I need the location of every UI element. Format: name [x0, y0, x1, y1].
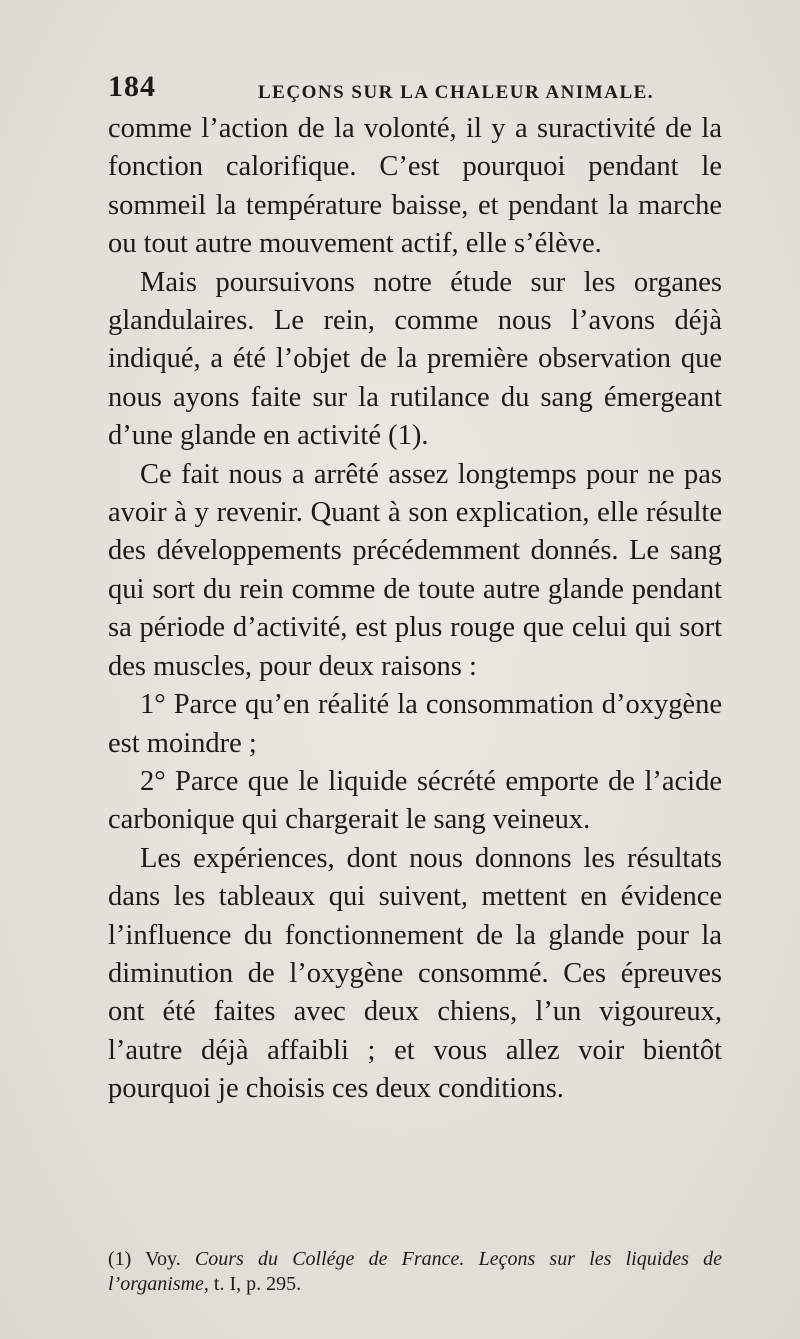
footnote-title: Cours du Collége de France. Leçons sur les liquides de l’organisme	[108, 1248, 722, 1295]
paragraph-6: Les expériences, dont nous donnons les résultats dans les tableaux qui suivent, mettent en évidence l’influence du fonctionnement de la glande pour la diminution de l’oxygène consommé. Ces épreuves ont été faites avec deux chiens, l’un vigoureux, l’autre déjà affaibli ; et vous allez voir bientôt pourquoi je choisis ces deux conditions.	[108, 842, 722, 1105]
footnote	[108, 1247, 722, 1297]
page-number: 184	[108, 70, 156, 103]
paragraph-3: Ce fait nous a arrêté assez longtemps pour ne pas avoir à y revenir. Quant à son explication, elle résulte des développements précédemment donnés. Le sang qui sort du rein comme de toute autre glande pendant sa période d’activité, est plus rouge que celui qui sort des muscles, pour deux raisons :	[108, 458, 722, 682]
footnote-marker: (1) Voy.	[108, 1248, 195, 1270]
paragraph-4: 1° Parce qu’en réalité la consommation d’oxygène est moindre ;	[108, 689, 722, 759]
footnote-reference: , t. I, p. 295.	[203, 1273, 302, 1295]
paragraph-2: Mais poursuivons notre étude sur les organes glandulaires. Le rein, comme nous l’avons déjà indiqué, a été l’objet de la première observation que nous ayons faite sur la rutilance du sang émergeant d’une glande en activité (1).	[108, 266, 722, 452]
page-header	[108, 70, 728, 110]
body-text	[108, 110, 722, 1109]
paragraph-5: 2° Parce que le liquide sécrété emporte de l’acide carbonique qui chargerait le sang veineux.	[108, 765, 722, 836]
paragraph-1: comme l’action de la volonté, il y a suractivité de la fonction calorifique. C’est pourquoi pendant le sommeil la température baisse, et pendant la marche ou tout autre mouvement actif, elle s’élève.	[108, 113, 722, 260]
running-head: LEÇONS SUR LA CHALEUR ANIMALE.	[258, 82, 655, 103]
